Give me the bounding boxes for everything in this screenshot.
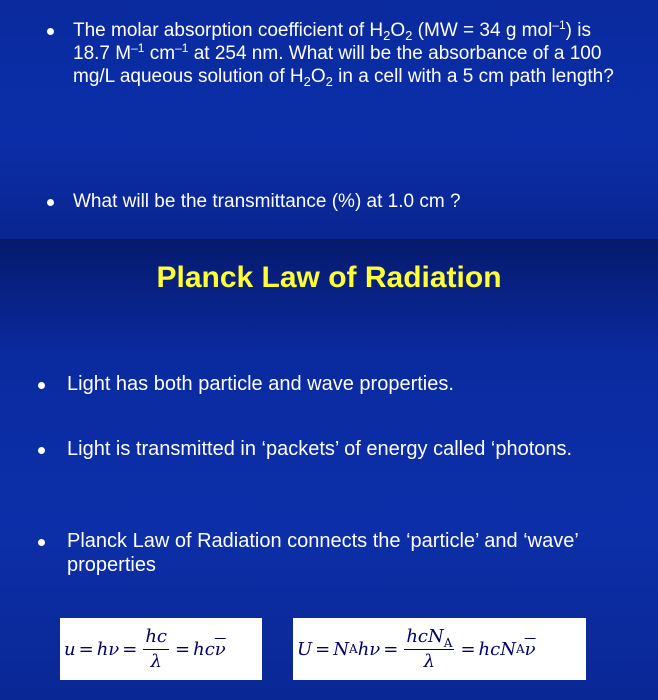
bullet-text: Planck Law of Radiation connects the ‘particle’ and ‘wave’ properties bbox=[67, 530, 579, 576]
bullet-dot bbox=[38, 382, 45, 389]
bullet-dot bbox=[38, 447, 45, 454]
equation-fraction: $\frac{hcN_A}{\lambda}$ bbox=[406, 625, 453, 672]
bullet-planck-law bbox=[38, 529, 628, 577]
question-bullet-absorbance bbox=[47, 19, 622, 88]
bullet-dot bbox=[47, 28, 54, 35]
bullet-text: Light has both particle and wave properties. bbox=[67, 373, 454, 395]
question-transmittance-text: What will be the transmittance (%) at 1.0 cm ? bbox=[73, 191, 461, 212]
bullet-text: Light is transmitted in ‘packets’ of energy called ‘photons. bbox=[67, 438, 573, 460]
bullet-dot bbox=[38, 539, 45, 546]
question-bullet-transmittance bbox=[47, 190, 622, 213]
bullet-dot bbox=[47, 199, 54, 206]
question-absorbance-text: The molar absorption coefficient of $H_2O_2$ (MW = 34 g mol$^{-1}$) is 18.7 $M^{-1}$ $cm^{-1}$ at 254 nm. What will be the absorbance of a 100 mg/L aqueous solution of $H_2O_2$ in a cell with a 5 cm path length? bbox=[73, 18, 614, 89]
equation-energy-photon: u = hν = $\frac{hc}{\lambda}$ = hc $\overline{\nu}$ bbox=[60, 618, 262, 680]
equation-fraction: $\frac{hc}{\lambda}$ bbox=[145, 625, 168, 672]
bullet-particle-wave bbox=[38, 372, 628, 396]
question-slide bbox=[0, 0, 658, 240]
slide-title: Planck Law of Radiation bbox=[156, 261, 502, 294]
equation-energy-mole: U = N A hν = $\frac{hcN_A}{\lambda}$ = hcN A $\overline{\nu}$ bbox=[293, 618, 586, 680]
bullet-photons bbox=[38, 437, 628, 461]
